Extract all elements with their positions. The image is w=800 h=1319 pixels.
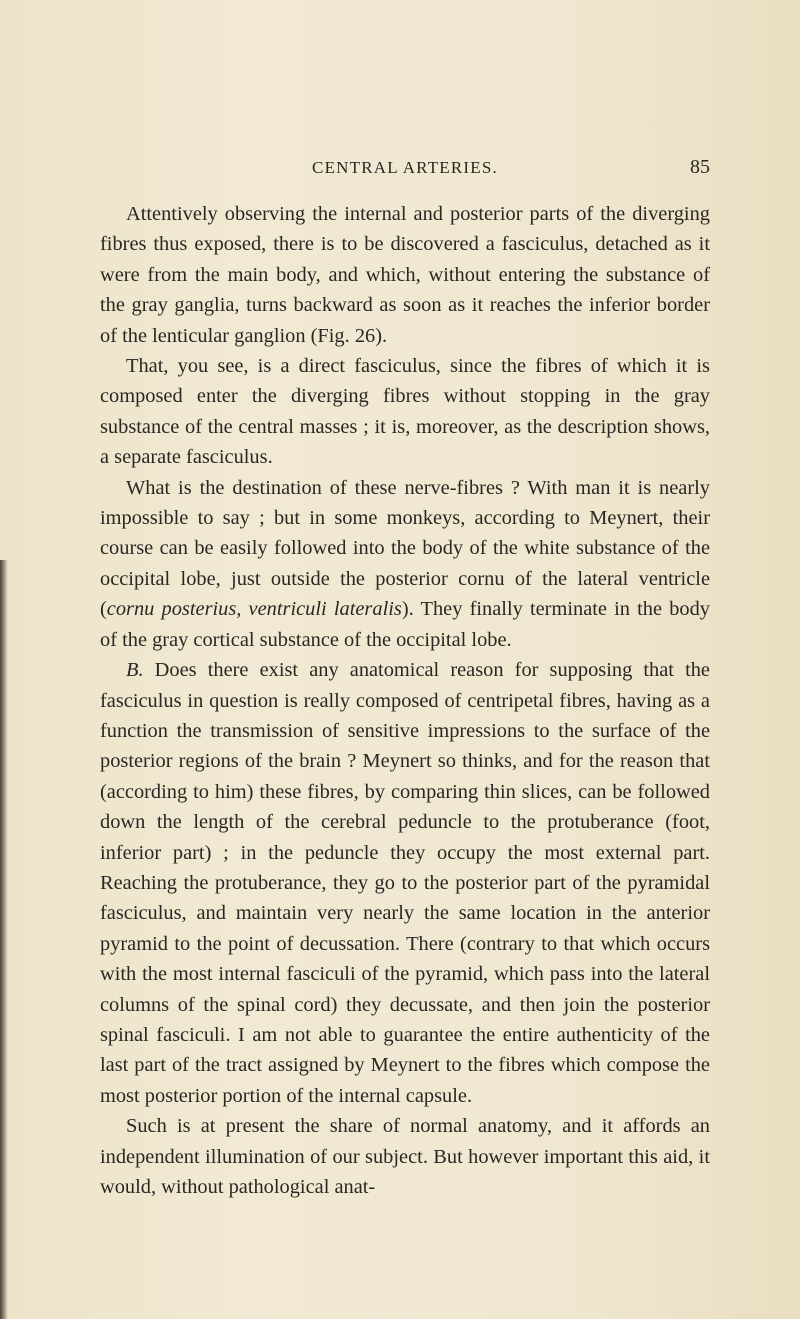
paragraph-3-text-b: ). They finally terminate in the body of the gray cortical substance of the occipital lobe. <box>100 598 710 651</box>
paragraph-4-text: Does there exist any anatomical reason for supposing that the fasciculus in question is really composed of centripetal fibres, having as a function the transmission of sensitive impressions to the surface of the posterior regions of the brain ? Meynert so thinks, and for the reason that (according to him) these fibres, by comparing thin slices, can be followed down the length of the cerebral peduncle to the protuberance (foot, inferior part) ; in the peduncle they occupy the most external part. Reaching the protuberance, they go to the posterior part of the pyramidal fasciculus, and maintain very nearly the same location in the anterior pyramid to the point of decussation. There (contrary to that which occurs with the most internal fasciculi of the pyramid, which pass into the lateral columns of the spinal cord) they decussate, and then join the posterior spinal fasciculi. I am not able to guarantee the entire authenticity of the last part of the tract assigned by Meynert to the fibres which compose the most posterior portion of the internal capsule. <box>100 659 710 1107</box>
latin-term: cornu posterius, ventriculi lateralis <box>106 598 402 621</box>
paragraph-5: Such is at present the share of normal anatomy, and it affords an independent illumination of our subject. But however important this aid, it would, without pathological anat- <box>100 1115 710 1198</box>
paragraph-4 <box>100 655 710 1111</box>
page-number: 85 <box>690 156 710 178</box>
paragraph-1: Attentively observing the internal and posterior parts of the diverging fibres thus exposed, there is to be discovered a fasciculus, detached as it were from the main body, and which, without entering the substance of the gray ganglia, turns backward as soon as it reaches the inferior border of the lenticular ganglion (Fig. 26). <box>100 203 710 347</box>
paragraph-2: That, you see, is a direct fasciculus, since the fibres of which it is composed enter the diverging fibres without stopping in the gray substance of the central masses ; it is, moreover, as the description shows, a separate fasciculus. <box>100 355 710 469</box>
binding-shadow <box>0 560 8 1319</box>
paragraph-3 <box>100 473 710 655</box>
running-head: CENTRAL ARTERIES. <box>312 158 498 177</box>
body-text <box>100 199 710 1202</box>
paragraph-3-text-a: What is the destination of these nerve-fibres ? With man it is nearly impossible to say ; but in some monkeys, according to Meynert, their course can be easily followed into the body of the white substance of the occipital lobe, just outside the posterior cornu of the lateral ventricle ( <box>100 476 710 621</box>
section-label: B. <box>126 659 144 682</box>
page-header <box>100 158 710 182</box>
